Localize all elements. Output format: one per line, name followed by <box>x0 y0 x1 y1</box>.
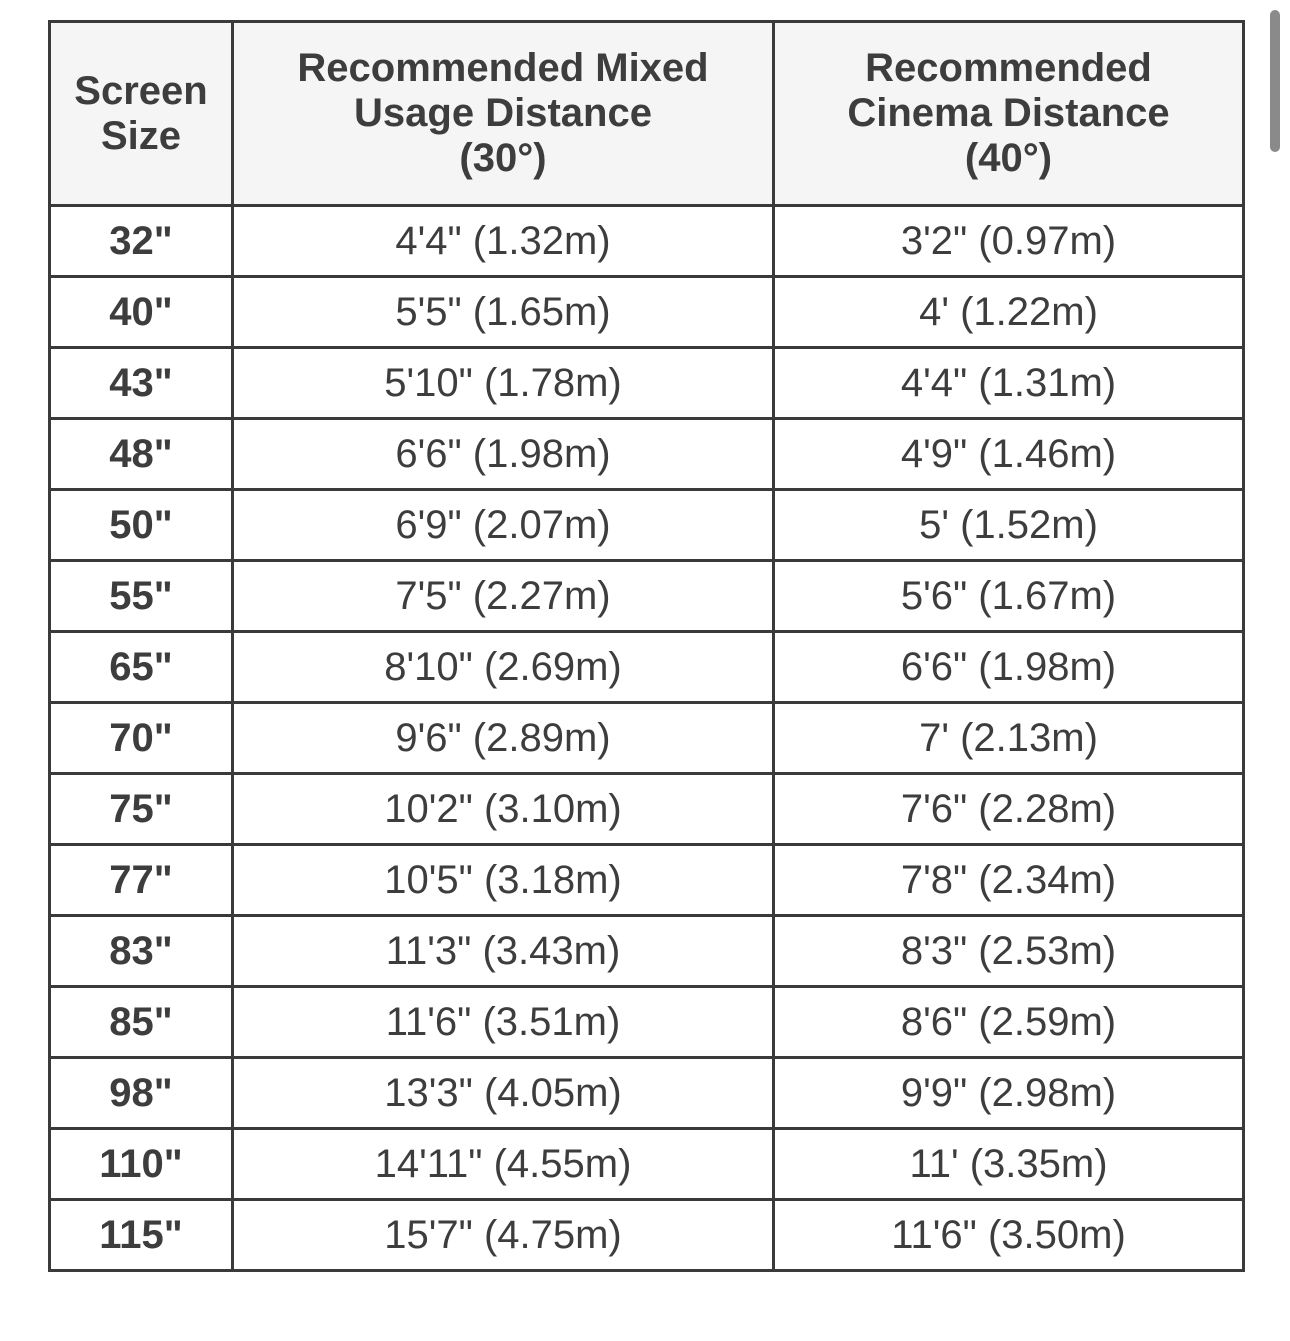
header-line: Cinema Distance <box>847 91 1170 135</box>
table-row <box>50 916 1244 987</box>
screen-size-cell: 70" <box>50 703 233 774</box>
screen-size-cell: 115" <box>50 1200 233 1271</box>
table-row <box>50 419 1244 490</box>
cinema-distance-cell: 7'8" (2.34m) <box>774 845 1244 916</box>
table-row <box>50 561 1244 632</box>
screen-size-cell: 98" <box>50 1058 233 1129</box>
cinema-distance-cell: 5'6" (1.67m) <box>774 561 1244 632</box>
mixed-usage-distance-cell: 15'7" (4.75m) <box>233 1200 774 1271</box>
cinema-distance-cell: 7' (2.13m) <box>774 703 1244 774</box>
screen-size-cell: 83" <box>50 916 233 987</box>
cinema-distance-cell: 7'6" (2.28m) <box>774 774 1244 845</box>
header-line: Recommended <box>865 46 1152 90</box>
screen-size-cell: 50" <box>50 490 233 561</box>
mixed-usage-distance-cell: 6'6" (1.98m) <box>233 419 774 490</box>
mixed-usage-distance-cell: 9'6" (2.89m) <box>233 703 774 774</box>
table-row <box>50 348 1244 419</box>
table-row <box>50 1129 1244 1200</box>
table-row <box>50 703 1244 774</box>
cinema-distance-cell: 11'6" (3.50m) <box>774 1200 1244 1271</box>
screen-size-cell: 110" <box>50 1129 233 1200</box>
header-line: (40°) <box>964 136 1053 180</box>
mixed-usage-distance-cell: 13'3" (4.05m) <box>233 1058 774 1129</box>
viewing-distance-table-container <box>48 20 1242 1272</box>
mixed-usage-distance-cell: 10'5" (3.18m) <box>233 845 774 916</box>
screen-size-cell: 65" <box>50 632 233 703</box>
cinema-distance-cell: 8'6" (2.59m) <box>774 987 1244 1058</box>
cinema-distance-cell: 3'2" (0.97m) <box>774 206 1244 277</box>
cinema-distance-cell: 4' (1.22m) <box>774 277 1244 348</box>
screen-size-cell: 77" <box>50 845 233 916</box>
cinema-distance-cell: 5' (1.52m) <box>774 490 1244 561</box>
table-row <box>50 490 1244 561</box>
cinema-distance-cell: 9'9" (2.98m) <box>774 1058 1244 1129</box>
screen-size-cell: 40" <box>50 277 233 348</box>
table-body <box>50 206 1244 1271</box>
screen-size-cell: 85" <box>50 987 233 1058</box>
screen-size-cell: 43" <box>50 348 233 419</box>
mixed-usage-distance-cell: 4'4" (1.32m) <box>233 206 774 277</box>
mixed-usage-distance-cell: 14'11" (4.55m) <box>233 1129 774 1200</box>
header-line: Recommended Mixed <box>297 46 709 90</box>
header-line: Screen <box>74 68 208 113</box>
cinema-distance-cell: 8'3" (2.53m) <box>774 916 1244 987</box>
cinema-distance-cell: 6'6" (1.98m) <box>774 632 1244 703</box>
viewing-distance-table <box>48 20 1245 1272</box>
header-screen-size <box>50 22 233 206</box>
mixed-usage-distance-cell: 5'10" (1.78m) <box>233 348 774 419</box>
table-header <box>50 22 1244 206</box>
scrollbar-thumb[interactable] <box>1270 10 1280 152</box>
screen-size-cell: 32" <box>50 206 233 277</box>
table-row <box>50 774 1244 845</box>
cinema-distance-cell: 4'9" (1.46m) <box>774 419 1244 490</box>
mixed-usage-distance-cell: 7'5" (2.27m) <box>233 561 774 632</box>
header-line: Usage Distance <box>354 91 652 135</box>
header-line: Size <box>100 113 182 158</box>
mixed-usage-distance-cell: 5'5" (1.65m) <box>233 277 774 348</box>
table-row <box>50 206 1244 277</box>
header-row <box>50 22 1244 206</box>
mixed-usage-distance-cell: 8'10" (2.69m) <box>233 632 774 703</box>
table-row <box>50 845 1244 916</box>
table-row <box>50 987 1244 1058</box>
table-row <box>50 1200 1244 1271</box>
mixed-usage-distance-cell: 10'2" (3.10m) <box>233 774 774 845</box>
table-row <box>50 277 1244 348</box>
header-mixed-usage-distance <box>233 22 774 206</box>
mixed-usage-distance-cell: 11'3" (3.43m) <box>233 916 774 987</box>
screen-size-cell: 75" <box>50 774 233 845</box>
header-cinema-distance <box>774 22 1244 206</box>
screen-size-cell: 48" <box>50 419 233 490</box>
table-row <box>50 632 1244 703</box>
cinema-distance-cell: 11' (3.35m) <box>774 1129 1244 1200</box>
mixed-usage-distance-cell: 6'9" (2.07m) <box>233 490 774 561</box>
header-line: (30°) <box>459 136 547 180</box>
cinema-distance-cell: 4'4" (1.31m) <box>774 348 1244 419</box>
table-row <box>50 1058 1244 1129</box>
mixed-usage-distance-cell: 11'6" (3.51m) <box>233 987 774 1058</box>
screen-size-cell: 55" <box>50 561 233 632</box>
